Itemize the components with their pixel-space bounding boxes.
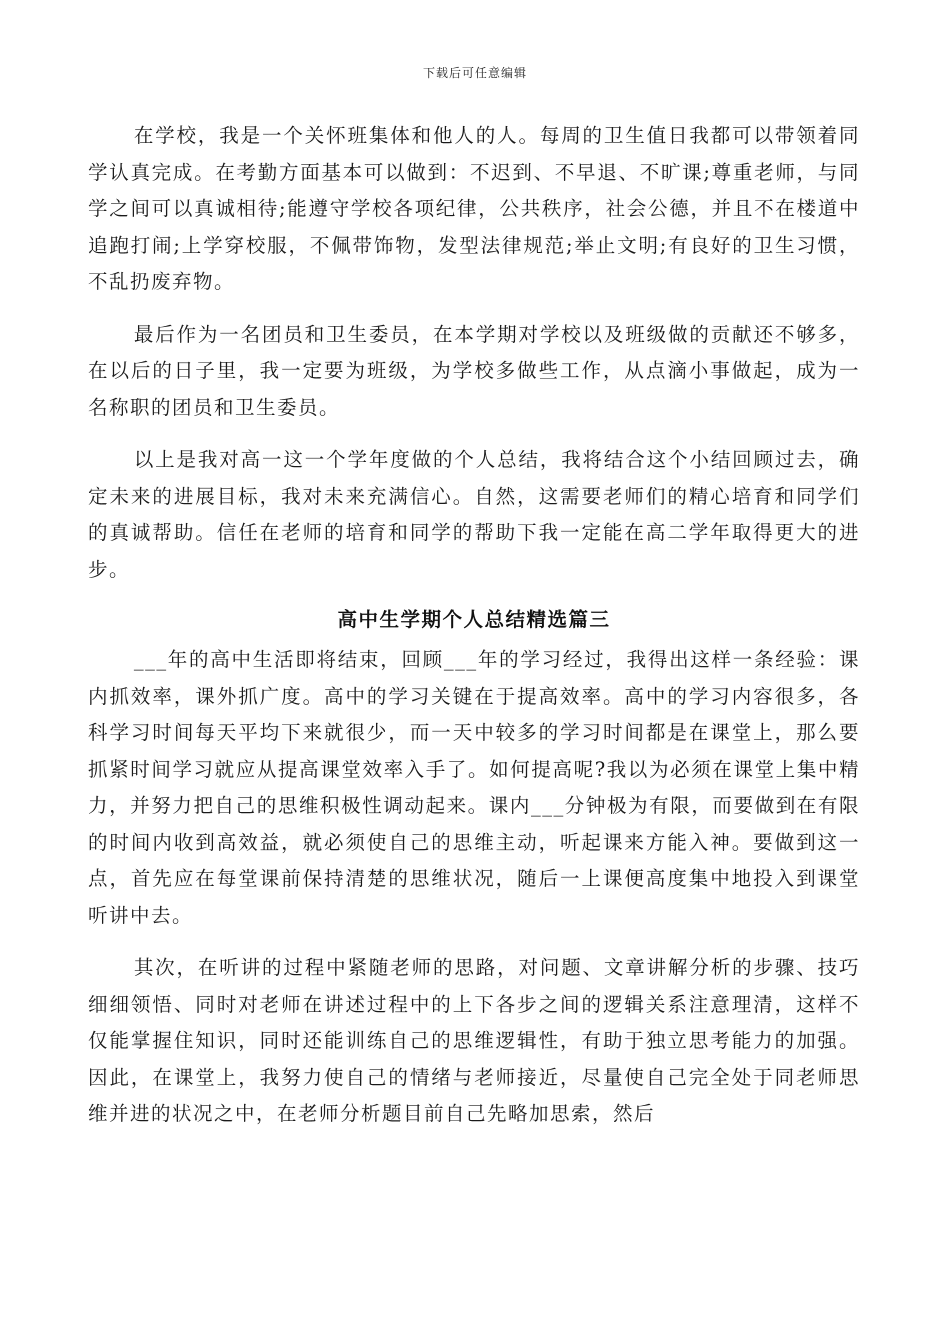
section-title: 高中生学期个人总结精选篇三: [337, 608, 611, 631]
paragraph-contribution: 最后作为一名团员和卫生委员，在本学期对学校以及班级做的贡献还不够多，在以后的日子里，我一定要为班级，为学校多做些工作，从点滴小事做起，成为一名称职的团员和卫生委员。: [88, 322, 860, 419]
paragraph-listening: 其次，在听讲的过程中紧随老师的思路，对问题、文章讲解分析的步骤、技巧细细领悟、同时对老师在讲述过程中的上下各步之间的逻辑关系注意理清，这样不仅能掌握住知识，同时还能训练自己的思维逻辑性，有助于独立思考能力的加强。因此，在课堂上，我努力使自己的情绪与老师接近，尽量使自己完全处于同老师思维并进的状况之中，在老师分析题目前自己先略加思索，然后: [88, 956, 860, 1125]
header-note: 下载后可任意编辑: [422, 66, 527, 80]
paragraph-conclusion: 以上是我对高一这一个学年度做的个人总结，我将结合这个小结回顾过去，确定未来的进展目标，我对未来充满信心。自然，这需要老师们的精心培育和同学们的真诚帮助。信任在老师的培育和同学的帮助下我一定能在高二学年取得更大的进步。: [88, 448, 860, 581]
paragraph-efficiency: ___年的高中生活即将结束，回顾___年的学习经过，我得出这样一条经验：课内抓效率，课外抓广度。高中的学习关键在于提高效率。高中的学习内容很多，各科学习时间每天平均下来就很少，而一天中较多的学习时间都是在课堂上，那么要抓紧时间学习就应从提高课堂效率入手了。如何提高呢?我以为必须在课堂上集中精力，并努力把自己的思维积极性调动起来。课内___分钟极为有限，而要做到在有限的时间内收到高效益，就必须使自己的思维主动，听起课来方能入神。要做到这一点，首先应在每堂课前保持清楚的思维状况，随后一上课便高度集中地投入到课堂听讲中去。: [88, 648, 860, 927]
document-body: [88, 118, 860, 1133]
paragraph-conduct: 在学校，我是一个关怀班集体和他人的人。每周的卫生值日我都可以带领着同学认真完成。在考勤方面基本可以做到：不迟到、不早退、不旷课;尊重老师，与同学之间可以真诚相待;能遵守学校各项纪律，公共秩序，社会公德，并且不在楼道中追跑打闹;上学穿校服，不佩带饰物，发型法律规范;举止文明;有良好的卫生习惯，不乱扔废弃物。: [88, 124, 860, 293]
